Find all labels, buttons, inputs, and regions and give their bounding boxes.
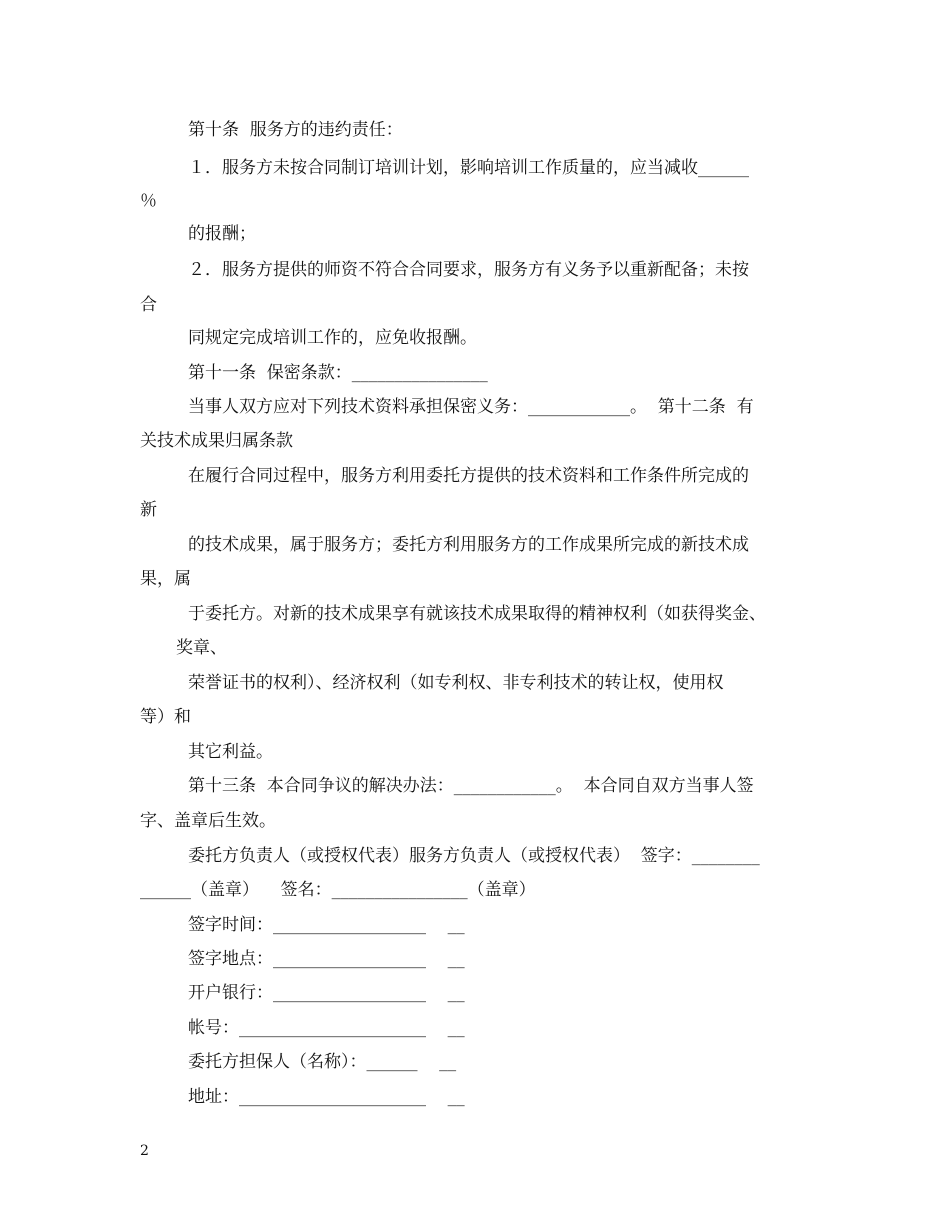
article-12-para-5: 其它利益。: [188, 742, 273, 762]
article-12-para-1-cont: 新: [140, 500, 157, 520]
article-10-item-1-cont: ％: [140, 191, 157, 211]
article-13-cont: 字、盖章后生效。: [140, 811, 276, 831]
signature-parties: 委托方负责人（或授权代表）服务方负责人（或授权代表） 签字：________: [188, 846, 760, 866]
article-10-item-2-cont-2: 同规定完成培训工作的，应免收报酬。: [188, 328, 477, 348]
address-field: 地址：______________________ __: [188, 1087, 465, 1107]
guarantor-field: 委托方担保人（名称）：______ __: [188, 1052, 457, 1072]
article-11-body: 当事人双方应对下列技术资料承担保密义务：____________。 第十二条 有: [188, 397, 754, 417]
article-12-heading: 关技术成果归属条款: [140, 431, 293, 451]
article-10-item-2-cont: 合: [140, 295, 157, 315]
article-12-para-3: 于委托方。对新的技术成果享有就该技术成果取得的精神权利（如获得奖金、: [188, 604, 766, 624]
article-12-para-1: 在履行合同过程中，服务方利用委托方提供的技术资料和工作条件所完成的: [188, 466, 749, 486]
account-number-field: 帐号：______________________ __: [188, 1018, 465, 1038]
bank-field: 开户银行：__________________ __: [188, 983, 465, 1003]
article-13-heading: 第十三条 本合同争议的解决办法：____________。 本合同自双方当事人签: [188, 776, 754, 796]
page-number: 2: [140, 1143, 149, 1159]
article-12-para-4-cont: 等）和: [140, 707, 191, 727]
article-11-heading: 第十一条 保密条款：________________: [188, 363, 488, 383]
signing-time-field: 签字时间：__________________ __: [188, 915, 465, 935]
article-10-heading: 第十条 服务方的违约责任：: [188, 120, 403, 140]
article-10-item-1: １．服务方未按合同制订培训计划，影响培训工作质量的，应当减收______: [188, 158, 749, 178]
signature-line: ______（盖章） 签名：________________（盖章）: [140, 880, 536, 900]
article-10-item-2: ２．服务方提供的师资不符合合同要求，服务方有义务予以重新配备；未按: [188, 260, 749, 280]
article-12-para-4: 荣誉证书的权利）、经济权利（如专利权、非专利技术的转让权，使用权: [188, 673, 724, 693]
signing-place-field: 签字地点：__________________ __: [188, 949, 465, 969]
article-12-para-2: 的技术成果，属于服务方；委托方利用服务方的工作成果所完成的新技术成: [188, 535, 749, 555]
article-12-para-3-cont: 奖章、: [176, 638, 227, 658]
article-12-para-2-cont: 果，属: [140, 569, 191, 589]
article-10-item-1-cont-2: 的报酬；: [188, 224, 256, 244]
